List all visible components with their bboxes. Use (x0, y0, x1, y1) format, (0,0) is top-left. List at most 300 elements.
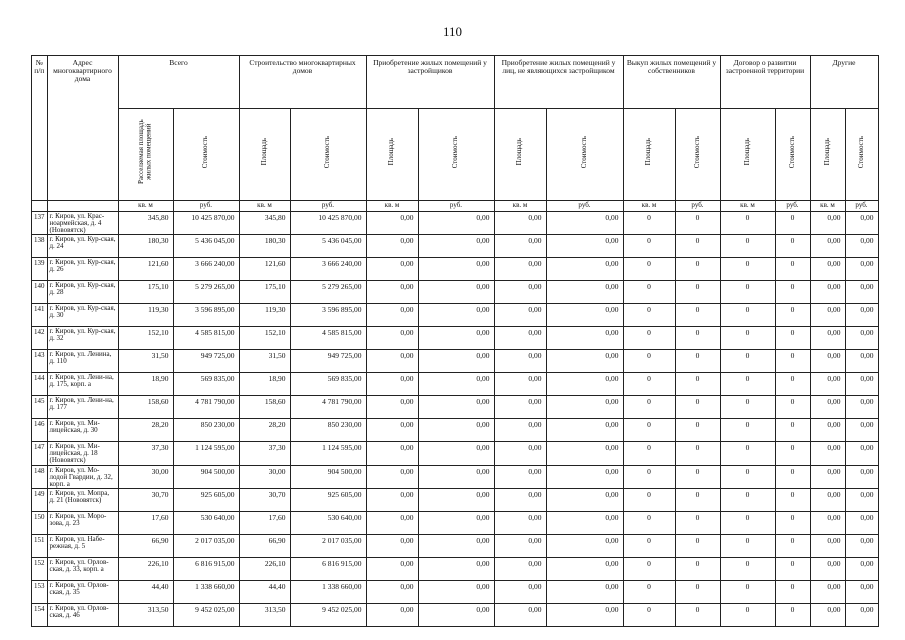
header-group-nondeveloper-purchase: Приобретение жилых помещений у лиц, не являющихся застройщиком (494, 56, 623, 109)
construction-area-cell: 18,90 (239, 373, 290, 396)
table-row (32, 488, 879, 511)
table-row (32, 419, 879, 442)
other-cost-cell: 0,00 (845, 258, 878, 281)
other-area-cell: 0,00 (810, 373, 845, 396)
subheader-cost: Стоимость (546, 109, 623, 201)
buyout-cost-cell: 0 (675, 258, 720, 281)
territory-area-cell: 0 (720, 235, 775, 258)
table-row (32, 327, 879, 350)
total-area-cell: 121,60 (118, 258, 173, 281)
territory-area-cell: 0 (720, 465, 775, 488)
territory-area-cell: 0 (720, 511, 775, 534)
buyout-cost-cell: 0 (675, 327, 720, 350)
subheader-cost: Стоимость (290, 109, 366, 201)
row-address: г. Киров, ул. Кур-ская, д. 24 (47, 235, 118, 258)
territory-cost-cell: 0 (775, 281, 810, 304)
row-number: 142 (32, 327, 48, 350)
total-area-cell: 345,80 (118, 211, 173, 234)
developer-area-cell: 0,00 (366, 258, 418, 281)
nondeveloper-cost-cell: 0,00 (546, 534, 623, 557)
developer-area-cell: 0,00 (366, 419, 418, 442)
other-area-cell: 0,00 (810, 419, 845, 442)
construction-cost-cell: 6 816 915,00 (290, 557, 366, 580)
construction-cost-cell: 3 666 240,00 (290, 258, 366, 281)
total-cost-cell: 2 017 035,00 (173, 534, 239, 557)
total-cost-cell: 569 835,00 (173, 373, 239, 396)
territory-cost-cell: 0 (775, 396, 810, 419)
developer-area-cell: 0,00 (366, 603, 418, 626)
construction-cost-cell: 1 338 660,00 (290, 580, 366, 603)
developer-area-cell: 0,00 (366, 557, 418, 580)
developer-area-cell: 0,00 (366, 396, 418, 419)
total-area-cell: 158,60 (118, 396, 173, 419)
total-area-cell: 226,10 (118, 557, 173, 580)
developer-area-cell: 0,00 (366, 327, 418, 350)
developer-cost-cell: 0,00 (418, 235, 494, 258)
total-area-cell: 152,10 (118, 327, 173, 350)
buyout-cost-cell: 0 (675, 373, 720, 396)
header-group-buyout: Выкуп жилых помещений у собственников (623, 56, 720, 109)
construction-area-cell: 30,00 (239, 465, 290, 488)
other-cost-cell: 0,00 (845, 534, 878, 557)
territory-cost-cell: 0 (775, 373, 810, 396)
row-address: г. Киров, ул. Моро-зова, д. 23 (47, 511, 118, 534)
total-area-cell: 28,20 (118, 419, 173, 442)
header-group-construction: Строительство многоквартирных домов (239, 56, 366, 109)
territory-cost-cell: 0 (775, 304, 810, 327)
construction-cost-cell: 949 725,00 (290, 350, 366, 373)
table-row (32, 557, 879, 580)
territory-cost-cell: 0 (775, 557, 810, 580)
table-row (32, 304, 879, 327)
table-row (32, 396, 879, 419)
other-cost-cell: 0,00 (845, 281, 878, 304)
territory-cost-cell: 0 (775, 327, 810, 350)
table-row (32, 281, 879, 304)
construction-cost-cell: 850 230,00 (290, 419, 366, 442)
buyout-cost-cell: 0 (675, 442, 720, 465)
nondeveloper-area-cell: 0,00 (494, 350, 546, 373)
nondeveloper-cost-cell: 0,00 (546, 396, 623, 419)
developer-cost-cell: 0,00 (418, 557, 494, 580)
developer-cost-cell: 0,00 (418, 211, 494, 234)
territory-area-cell: 0 (720, 350, 775, 373)
nondeveloper-area-cell: 0,00 (494, 281, 546, 304)
developer-cost-cell: 0,00 (418, 580, 494, 603)
developer-cost-cell: 0,00 (418, 350, 494, 373)
buyout-cost-cell: 0 (675, 235, 720, 258)
developer-area-cell: 0,00 (366, 350, 418, 373)
row-number: 143 (32, 350, 48, 373)
row-address: г. Киров, ул. Набе-режная, д. 5 (47, 534, 118, 557)
other-area-cell: 0,00 (810, 442, 845, 465)
header-num: № п/п (32, 56, 48, 201)
construction-cost-cell: 2 017 035,00 (290, 534, 366, 557)
developer-area-cell: 0,00 (366, 442, 418, 465)
other-cost-cell: 0,00 (845, 350, 878, 373)
other-area-cell: 0,00 (810, 211, 845, 234)
total-area-cell: 18,90 (118, 373, 173, 396)
construction-area-cell: 158,60 (239, 396, 290, 419)
subheader-area: Площадь (366, 109, 418, 201)
buyout-cost-cell: 0 (675, 488, 720, 511)
nondeveloper-cost-cell: 0,00 (546, 350, 623, 373)
construction-area-cell: 226,10 (239, 557, 290, 580)
total-cost-cell: 1 338 660,00 (173, 580, 239, 603)
territory-cost-cell: 0 (775, 350, 810, 373)
other-area-cell: 0,00 (810, 396, 845, 419)
row-address: г. Киров, ул. Мо-лодой Гвардии, д. 32, корп. а (47, 465, 118, 488)
territory-cost-cell: 0 (775, 419, 810, 442)
row-address: г. Киров, ул. Кур-ская, д. 28 (47, 281, 118, 304)
row-number: 137 (32, 211, 48, 234)
nondeveloper-area-cell: 0,00 (494, 557, 546, 580)
total-area-cell: 30,00 (118, 465, 173, 488)
table-row (32, 534, 879, 557)
territory-cost-cell: 0 (775, 488, 810, 511)
page-number: 110 (442, 24, 463, 39)
other-area-cell: 0,00 (810, 235, 845, 258)
nondeveloper-cost-cell: 0,00 (546, 281, 623, 304)
header-group-territory-development: Договор о развитии застроенной территории (720, 56, 810, 109)
table-row (32, 211, 879, 234)
table-row (32, 442, 879, 465)
total-area-cell: 313,50 (118, 603, 173, 626)
header-row-groups (32, 56, 879, 109)
row-number: 138 (32, 235, 48, 258)
row-address: г. Киров, ул. Ленина, д. 110 (47, 350, 118, 373)
buyout-area-cell: 0 (623, 281, 675, 304)
row-number: 149 (32, 488, 48, 511)
unit-cell: кв. м (366, 200, 418, 211)
row-address: г. Киров, ул. Орлов-ская, д. 46 (47, 603, 118, 626)
territory-area-cell: 0 (720, 442, 775, 465)
buyout-area-cell: 0 (623, 396, 675, 419)
construction-area-cell: 17,60 (239, 511, 290, 534)
construction-area-cell: 37,30 (239, 442, 290, 465)
construction-cost-cell: 925 605,00 (290, 488, 366, 511)
construction-area-cell: 66,90 (239, 534, 290, 557)
subheader-area: Площадь (810, 109, 845, 201)
total-area-cell: 175,10 (118, 281, 173, 304)
territory-cost-cell: 0 (775, 465, 810, 488)
total-cost-cell: 5 279 265,00 (173, 281, 239, 304)
buyout-area-cell: 0 (623, 534, 675, 557)
buyout-cost-cell: 0 (675, 580, 720, 603)
nondeveloper-area-cell: 0,00 (494, 511, 546, 534)
other-area-cell: 0,00 (810, 304, 845, 327)
other-cost-cell: 0,00 (845, 327, 878, 350)
territory-area-cell: 0 (720, 373, 775, 396)
unit-cell: руб. (775, 200, 810, 211)
header-group-total: Всего (118, 56, 239, 109)
total-cost-cell: 4 585 815,00 (173, 327, 239, 350)
other-cost-cell: 0,00 (845, 396, 878, 419)
nondeveloper-area-cell: 0,00 (494, 488, 546, 511)
header-row-subcolumns (32, 109, 879, 201)
subheader-cost: Стоимость (418, 109, 494, 201)
construction-cost-cell: 530 640,00 (290, 511, 366, 534)
construction-cost-cell: 9 452 025,00 (290, 603, 366, 626)
territory-area-cell: 0 (720, 419, 775, 442)
territory-cost-cell: 0 (775, 211, 810, 234)
row-number: 154 (32, 603, 48, 626)
unit-cell: кв. м (118, 200, 173, 211)
nondeveloper-area-cell: 0,00 (494, 396, 546, 419)
nondeveloper-area-cell: 0,00 (494, 373, 546, 396)
nondeveloper-cost-cell: 0,00 (546, 557, 623, 580)
territory-cost-cell: 0 (775, 442, 810, 465)
subheader-area: Площадь (239, 109, 290, 201)
developer-area-cell: 0,00 (366, 511, 418, 534)
unit-cell: кв. м (239, 200, 290, 211)
total-area-cell: 37,30 (118, 442, 173, 465)
row-address: г. Киров, ул. Лени-на, д. 177 (47, 396, 118, 419)
buyout-area-cell: 0 (623, 419, 675, 442)
other-area-cell: 0,00 (810, 258, 845, 281)
nondeveloper-area-cell: 0,00 (494, 442, 546, 465)
buyout-area-cell: 0 (623, 488, 675, 511)
resettlement-table (31, 55, 879, 627)
total-cost-cell: 850 230,00 (173, 419, 239, 442)
territory-area-cell: 0 (720, 580, 775, 603)
developer-cost-cell: 0,00 (418, 488, 494, 511)
territory-area-cell: 0 (720, 488, 775, 511)
buyout-area-cell: 0 (623, 327, 675, 350)
nondeveloper-cost-cell: 0,00 (546, 488, 623, 511)
row-address: г. Киров, ул. Кур-ская, д. 30 (47, 304, 118, 327)
row-number: 148 (32, 465, 48, 488)
other-cost-cell: 0,00 (845, 488, 878, 511)
total-area-cell: 31,50 (118, 350, 173, 373)
buyout-cost-cell: 0 (675, 465, 720, 488)
row-number: 139 (32, 258, 48, 281)
buyout-area-cell: 0 (623, 304, 675, 327)
other-cost-cell: 0,00 (845, 235, 878, 258)
table-row (32, 373, 879, 396)
nondeveloper-area-cell: 0,00 (494, 304, 546, 327)
territory-area-cell: 0 (720, 281, 775, 304)
buyout-area-cell: 0 (623, 235, 675, 258)
other-cost-cell: 0,00 (845, 419, 878, 442)
territory-cost-cell: 0 (775, 258, 810, 281)
construction-area-cell: 152,10 (239, 327, 290, 350)
nondeveloper-cost-cell: 0,00 (546, 211, 623, 234)
other-cost-cell: 0,00 (845, 557, 878, 580)
buyout-area-cell: 0 (623, 350, 675, 373)
table-body (32, 211, 879, 626)
total-area-cell: 30,70 (118, 488, 173, 511)
developer-cost-cell: 0,00 (418, 373, 494, 396)
territory-cost-cell: 0 (775, 235, 810, 258)
subheader-area: Площадь (720, 109, 775, 201)
developer-area-cell: 0,00 (366, 211, 418, 234)
nondeveloper-cost-cell: 0,00 (546, 235, 623, 258)
construction-area-cell: 175,10 (239, 281, 290, 304)
table-row (32, 511, 879, 534)
developer-cost-cell: 0,00 (418, 304, 494, 327)
row-address: г. Киров, ул. Ми-лицейская, д. 30 (47, 419, 118, 442)
row-address: г. Киров, ул. Ми-лицейская, д. 18 (Нововятск) (47, 442, 118, 465)
construction-area-cell: 313,50 (239, 603, 290, 626)
buyout-cost-cell: 0 (675, 534, 720, 557)
territory-area-cell: 0 (720, 534, 775, 557)
table-row (32, 603, 879, 626)
unit-cell: руб. (418, 200, 494, 211)
unit-cell: руб. (173, 200, 239, 211)
territory-cost-cell: 0 (775, 511, 810, 534)
unit-cell: кв. м (494, 200, 546, 211)
buyout-area-cell: 0 (623, 442, 675, 465)
buyout-cost-cell: 0 (675, 211, 720, 234)
other-area-cell: 0,00 (810, 465, 845, 488)
nondeveloper-cost-cell: 0,00 (546, 442, 623, 465)
territory-area-cell: 0 (720, 258, 775, 281)
other-area-cell: 0,00 (810, 327, 845, 350)
buyout-area-cell: 0 (623, 603, 675, 626)
table-row (32, 350, 879, 373)
developer-area-cell: 0,00 (366, 281, 418, 304)
territory-area-cell: 0 (720, 211, 775, 234)
header-row-units (32, 200, 879, 211)
total-cost-cell: 9 452 025,00 (173, 603, 239, 626)
buyout-cost-cell: 0 (675, 304, 720, 327)
table-row (32, 258, 879, 281)
row-number: 140 (32, 281, 48, 304)
subheader-area: Площадь (494, 109, 546, 201)
unit-cell: кв. м (720, 200, 775, 211)
subheader-cost: Стоимость (845, 109, 878, 201)
construction-area-cell: 121,60 (239, 258, 290, 281)
total-cost-cell: 904 500,00 (173, 465, 239, 488)
nondeveloper-area-cell: 0,00 (494, 465, 546, 488)
other-area-cell: 0,00 (810, 281, 845, 304)
developer-cost-cell: 0,00 (418, 511, 494, 534)
row-address: г. Киров, ул. Лени-на, д. 175, корп. а (47, 373, 118, 396)
nondeveloper-area-cell: 0,00 (494, 580, 546, 603)
total-cost-cell: 6 816 915,00 (173, 557, 239, 580)
developer-area-cell: 0,00 (366, 304, 418, 327)
other-area-cell: 0,00 (810, 534, 845, 557)
table-row (32, 580, 879, 603)
buyout-cost-cell: 0 (675, 557, 720, 580)
row-number: 144 (32, 373, 48, 396)
other-area-cell: 0,00 (810, 603, 845, 626)
header-group-other: Другие (810, 56, 878, 109)
total-cost-cell: 1 124 595,00 (173, 442, 239, 465)
developer-cost-cell: 0,00 (418, 534, 494, 557)
nondeveloper-cost-cell: 0,00 (546, 465, 623, 488)
construction-cost-cell: 904 500,00 (290, 465, 366, 488)
unit-cell: руб. (546, 200, 623, 211)
buyout-cost-cell: 0 (675, 350, 720, 373)
subheader-resettled-area: Расселяемая площадь жилых помещений (118, 109, 173, 201)
buyout-cost-cell: 0 (675, 281, 720, 304)
developer-cost-cell: 0,00 (418, 419, 494, 442)
nondeveloper-area-cell: 0,00 (494, 603, 546, 626)
developer-cost-cell: 0,00 (418, 442, 494, 465)
developer-cost-cell: 0,00 (418, 327, 494, 350)
row-address: г. Киров, ул. Кур-ская, д. 26 (47, 258, 118, 281)
row-number: 151 (32, 534, 48, 557)
row-address: г. Киров, ул. Кур-ская, д. 32 (47, 327, 118, 350)
other-cost-cell: 0,00 (845, 373, 878, 396)
total-area-cell: 17,60 (118, 511, 173, 534)
other-cost-cell: 0,00 (845, 442, 878, 465)
other-area-cell: 0,00 (810, 350, 845, 373)
construction-cost-cell: 4 585 815,00 (290, 327, 366, 350)
other-area-cell: 0,00 (810, 580, 845, 603)
nondeveloper-cost-cell: 0,00 (546, 419, 623, 442)
construction-area-cell: 119,30 (239, 304, 290, 327)
nondeveloper-cost-cell: 0,00 (546, 603, 623, 626)
developer-cost-cell: 0,00 (418, 396, 494, 419)
other-area-cell: 0,00 (810, 557, 845, 580)
unit-cell: руб. (290, 200, 366, 211)
total-area-cell: 180,30 (118, 235, 173, 258)
total-cost-cell: 3 666 240,00 (173, 258, 239, 281)
total-area-cell: 119,30 (118, 304, 173, 327)
buyout-cost-cell: 0 (675, 603, 720, 626)
row-address: г. Киров, ул. Орлов-ская, д. 33, корп. а (47, 557, 118, 580)
construction-cost-cell: 4 781 790,00 (290, 396, 366, 419)
developer-cost-cell: 0,00 (418, 258, 494, 281)
total-cost-cell: 5 436 045,00 (173, 235, 239, 258)
nondeveloper-area-cell: 0,00 (494, 327, 546, 350)
construction-area-cell: 30,70 (239, 488, 290, 511)
total-cost-cell: 4 781 790,00 (173, 396, 239, 419)
construction-area-cell: 345,80 (239, 211, 290, 234)
row-number: 141 (32, 304, 48, 327)
nondeveloper-area-cell: 0,00 (494, 534, 546, 557)
nondeveloper-cost-cell: 0,00 (546, 373, 623, 396)
construction-area-cell: 44,40 (239, 580, 290, 603)
buyout-area-cell: 0 (623, 557, 675, 580)
unit-cell: кв. м (623, 200, 675, 211)
buyout-area-cell: 0 (623, 511, 675, 534)
other-cost-cell: 0,00 (845, 603, 878, 626)
construction-area-cell: 31,50 (239, 350, 290, 373)
buyout-cost-cell: 0 (675, 396, 720, 419)
nondeveloper-area-cell: 0,00 (494, 235, 546, 258)
territory-cost-cell: 0 (775, 534, 810, 557)
developer-area-cell: 0,00 (366, 465, 418, 488)
developer-cost-cell: 0,00 (418, 603, 494, 626)
developer-cost-cell: 0,00 (418, 465, 494, 488)
nondeveloper-cost-cell: 0,00 (546, 304, 623, 327)
buyout-area-cell: 0 (623, 580, 675, 603)
total-area-cell: 66,90 (118, 534, 173, 557)
row-address: г. Киров, ул. Мопра, д. 21 (Нововятск) (47, 488, 118, 511)
total-area-cell: 44,40 (118, 580, 173, 603)
construction-cost-cell: 5 436 045,00 (290, 235, 366, 258)
buyout-area-cell: 0 (623, 373, 675, 396)
developer-area-cell: 0,00 (366, 235, 418, 258)
unit-cell: руб. (675, 200, 720, 211)
buyout-cost-cell: 0 (675, 511, 720, 534)
other-area-cell: 0,00 (810, 488, 845, 511)
nondeveloper-area-cell: 0,00 (494, 419, 546, 442)
buyout-area-cell: 0 (623, 465, 675, 488)
header-group-developer-purchase: Приобретение жилых помещений у застройщиков (366, 56, 494, 109)
unit-cell: кв. м (810, 200, 845, 211)
table-row (32, 465, 879, 488)
total-cost-cell: 949 725,00 (173, 350, 239, 373)
territory-area-cell: 0 (720, 557, 775, 580)
territory-area-cell: 0 (720, 304, 775, 327)
territory-area-cell: 0 (720, 603, 775, 626)
territory-cost-cell: 0 (775, 603, 810, 626)
